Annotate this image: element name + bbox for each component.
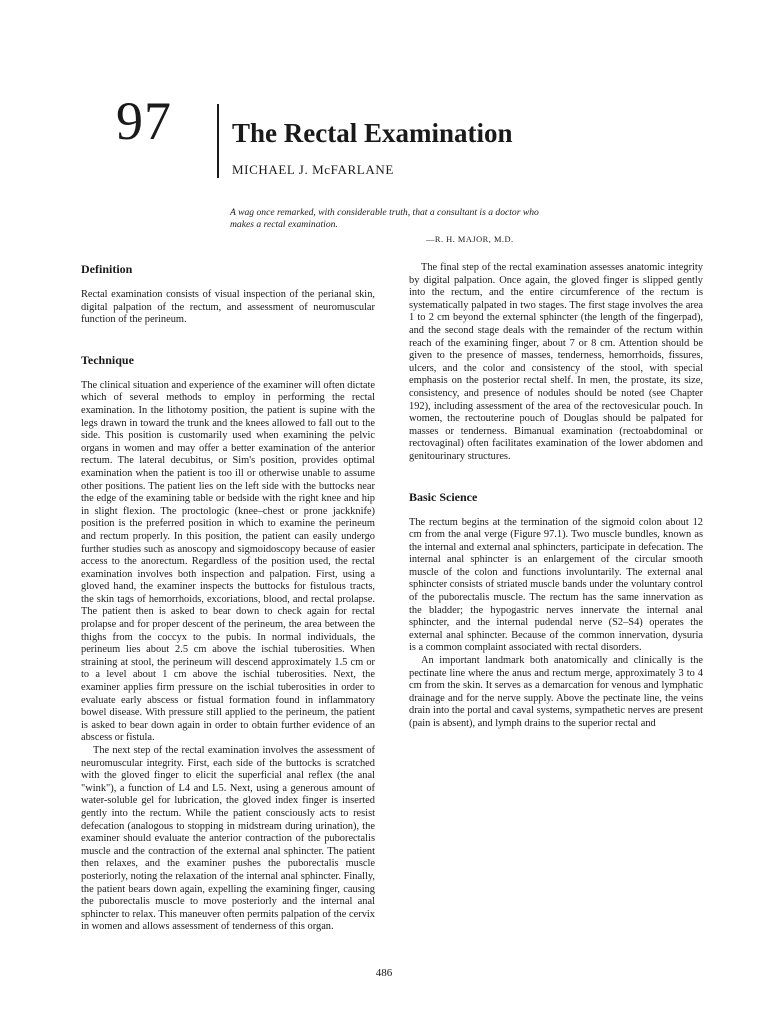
epigraph-source: —R. H. MAJOR, M.D. (426, 235, 514, 244)
technique-paragraph-1: The clinical situation and experience of the examiner will often dictate which of several methods to employ in performing the rectal examination. In the lithotomy position, the patient is supine with the legs drawn in toward the trunk and the knees allowed to fall out to the side. This position is customarily used when examining the pelvic organs in women and may offer a better examination of the anterior rectum. The lateral decubitus, or Sim's position, provides optimal examination when the patient is too ill or otherwise unable to assume other positions. The patient lies on the left side with the buttocks near the edge of the examining table or bedside with the right knee and hip in slight flexion. The proctologic (knee–chest or prone jackknife) position is the preferred position in which to examine the perineum and rectum properly. In this position, the patient can easily undergo further studies such as anoscopy and sigmoidoscopy because of easier access to the anorectum. Regardless of the position used, the rectal examination involves both inspection and palpation. First, using a gloved hand, the examiner inspects the buttocks for fistulous tracts, the skin tags of hemorrhoids, excoriations, blood, and rectal prolapse. The patient then is asked to bear down to check again for rectal prolapse and for proper descent of the perineum, the area between the thighs from the coccyx to the pubis. In normal individuals, the perineum lies about 2.5 cm above the ischial tuberosities. When straining at stool, the perineum will descend approximately 1.5 cm or to a level about 1 cm above the ischial tuberosities. Next, the examiner applies firm pressure on the ischial tuberosities in order to evaluate early abscess or fistual formation found in inflammatory bowel disease. With pressure still applied to the perineum, the patient is asked to bear down again in order to obtain further evidence of an abscess or fistula. (81, 379, 375, 744)
author-name: MICHAEL J. McFARLANE (232, 162, 394, 177)
right-column (409, 262, 703, 731)
page-number: 486 (375, 967, 393, 979)
technique-heading: Technique (81, 352, 134, 367)
technique-paragraph-2: The next step of the rectal examination involves the assessment of neuromuscular integrity. First, each side of the buttocks is scratched with the gloved finger to elicit the superficial anal reflex (the anal "wink"), a function of L4 and L5. Next, using a generous amount of water-soluble gel for lubrication, the gloved index finger is inserted gently into the rectum. While the patient consciously acts to resist defecation (analogous to stopping in midstream during urination), the examiner should evaluate the anterior contraction of the puborectalis muscle and the contraction of the external anal sphincter. The patient then relaxes, and the examiner pushes the puborectalis muscle posteriorly, noting the relaxation of the internal anal sphincter. Finally, the patient bears down again, expelling the examining finger, causing the puborectalis muscle to move posteriorly and the internal anal sphincter to relax. This maneuver often permits palpation of the cervix in women and allows assessment of tenderness of this organ. (81, 745, 375, 933)
basic-science-paragraph-2: An important landmark both anatomically and clinically is the pectinate line where the anus and rectum merge, approximately 3 to 4 cm from the skin. It serves as a demarcation for venous and lymphatic drainage and for the nerve supply. Above the pectinate line, the veins drain into the portal and caval systems, sympathetic nerves are present (pain is absent), and lymph drains to the superior rectal and (409, 655, 703, 729)
basic-science-paragraph-1: The rectum begins at the termination of the sigmoid colon about 12 cm from the anal verge (Figure 97.1). Two muscle bundles, known as the internal and external anal sphincters, participate in defecation. The internal anal sphincter is an enlargement of the circular smooth muscle of the colon and functions involuntarily. The external anal sphincter consists of striated muscle bands under the voluntary control of the puborectalis muscle. The rectum has the same innervation as the bladder; the hypogastric nerves innervate the internal anal sphincter, and the internal pudendal nerve (S2–S4) operates the external anal sphincter. Because of the common innervation, dysuria is a common complaint associated with rectal disorders. (409, 516, 703, 654)
epigraph-quote: A wag once remarked, with considerable truth, that a consultant is a doctor who makes a rectal examination. (230, 207, 539, 230)
section-gap (81, 327, 375, 353)
section-gap (409, 464, 703, 490)
chapter-title: The Rectal Examination (232, 118, 513, 148)
basic-science-heading: Basic Science (409, 489, 478, 504)
definition-paragraph: Rectal examination consists of visual inspection of the perianal skin, digital palpation of the rectum, and assessment of neuromuscular function of the perineum. (81, 289, 375, 326)
technique-paragraph-3: The final step of the rectal examination assesses anatomic integrity by digital palpation. Once again, the gloved finger is slipped gently into the rectum, and the entire circumference of the rectum is systematically palpated in two stages. The first stage involves the area 1 to 2 cm beyond the external sphincter (the length of the fingerpad), and the second stage deals with the remainder of the rectum within reach of the examining finger, about 7 or 8 cm. Attention should be given to the presence of masses, tenderness, hemorrhoids, fissures, ulcers, and the color and consistency of the stool, with special emphasis on the posterior rectal shelf. In men, the prostate, its size, consistency, and presence of nodules should be noted (see Chapter 192), including assessment of the area of the rectovesicular pouch. In women, the rectouterine pouch of Douglas should be palpated for masses or tenderness. Bimanual examination (rectoabdominal or rectovaginal) often facilitates examination of the lower abdomen and genitourinary structures. (409, 262, 703, 462)
title-divider (217, 104, 219, 178)
left-column (81, 262, 375, 934)
chapter-number: 97 (116, 91, 172, 151)
definition-heading: Definition (81, 262, 133, 276)
